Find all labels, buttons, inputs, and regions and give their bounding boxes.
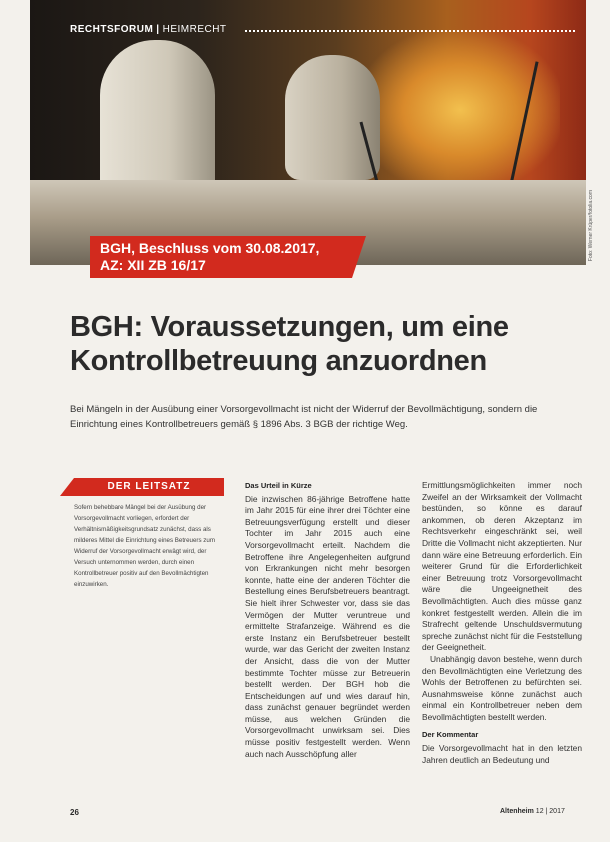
headline-line-1: BGH: Voraussetzungen, um eine — [70, 311, 509, 343]
hero-chair-right — [285, 55, 380, 180]
column-paragraph: Die inzwischen 86-jährige Betroffene hatte im Jahr 2015 für eine ihrer drei Töchter eine Betreuungsverfügung erstellt und dieser Tochter im Jahr 2015 auch eine Vorsorgevollmacht erteilt. Nachdem die Betroffene ihre Angelegenheiten aufgrund von Erkrankungen nicht mehr besorgen konnte, hatte eine der anderen Töchter die Bestellung eines Berufsbetreuers beantragt. Sie hielt ihrer Schwester vor, dass sie das Vermögen der Mutter veruntreue und ermittelte Strafanzeige. Während es die erste Instanz ein Berufsbetreuer bestellt wurde, war das Gericht der zweiten Instanz der Ansicht, dass die von der Mutter bestimmte Tochter müsse zur Betreuerin bestellt werden. Der BGH hob die Entscheidungen auf und wies darauf hin, dass zunächst genauer begründet werden müsse, aus welchen Gründen die Vorsorgevollmacht unwirksam sei. Dies müsse positiv festgestellt werden. Wenn auch nach Ausschöpfung aller — [245, 493, 410, 759]
magazine-name: Altenheim — [500, 808, 534, 815]
section-label: RECHTSFORUM — [70, 24, 154, 35]
section-header — [70, 24, 227, 35]
subsection-label: HEIMRECHT — [162, 24, 227, 35]
header-dotted-rule — [245, 30, 575, 32]
magazine-footer — [500, 808, 565, 815]
leitsatz-text: Sofern behebbare Mängel bei der Ausübung der Vorsorgevollmacht vorliegen, erfordert der Verhältnismäßigkeitsgrundsatz zunächst, dass als milderes Mittel die Einrichtung eines Betreuers zum Widerruf der Vorsorgevollmacht erwägt wird, der Versuch unternommen werden, durch einen Kontrollbetreuer positiv auf den Bevollmächtigten einzuwirken. — [74, 504, 215, 588]
article-lead: Bei Mängeln in der Ausübung einer Vorsorgevollmacht ist nicht der Widerruf der Bevollmächtigung, sondern die Einrichtung eines Kontrollbetreuers gemäß § 1896 Abs. 3 BGB der richtige Weg. — [70, 404, 538, 430]
hero-light-glow — [360, 30, 560, 190]
case-reference-box — [90, 236, 352, 278]
column-subheading: Der Kommentar — [422, 730, 479, 740]
column-subheading: Das Urteil in Kürze — [245, 481, 312, 490]
column-paragraph: Die Vorsorgevollmacht hat in den letzten Jahren deutlich an Bedeutung und — [422, 743, 582, 765]
case-line-2: AZ: XII ZB 16/17 — [100, 257, 206, 273]
magazine-issue: 12 | 2017 — [535, 808, 565, 815]
leitsatz-sidebar — [60, 478, 228, 590]
headline-line-2: Kontrollbetreuung anzuordnen — [70, 345, 487, 377]
leitsatz-flag-shape — [60, 478, 74, 496]
article-column-2 — [422, 480, 582, 766]
article-headline — [70, 310, 570, 378]
leitsatz-header — [60, 478, 228, 498]
column-paragraph: Ermittlungsmöglichkeiten immer noch Zweifel an der Wirksamkeit der Vollmacht bestünden, so könne es darauf ankommen, ob deren Akzeptanz im Rechtsverkehr eingeschränkt sei, weil Dritte die Vollmacht nicht akzeptierten. Nur dann wäre eine Betreuung erforderlich. Ein weiterer Grund für die Erforderlichkeit einer Betreuung trotz Vorsorgevollmacht wäre die Ungeeignetheit des Bevollmächtigten. Auch dies müsse ganz konkret festgestellt werden. Allein die im Strafrecht geltende Unschuldsvermutung spreche zunächst nicht für die Feststellung der Geeignetheit. — [422, 480, 582, 653]
section-separator: | — [156, 24, 160, 35]
article-column-1 — [245, 480, 410, 760]
leitsatz-title: DER LEITSATZ — [74, 478, 224, 496]
page-number: 26 — [70, 808, 79, 817]
column-paragraph: Unabhängig davon bestehe, wenn durch den Bevollmächtigten eine Verletzung des Wohls der Betroffenen zu befürchten sei. Ausnahmsweise könne zunächst auch einmal ein Kontrollbetreuer neben dem Bevollmächtigten bestellt werden. — [422, 653, 582, 722]
photo-credit: Foto: Werner Krüper/fotolia.com — [588, 190, 594, 262]
case-line-1: BGH, Beschluss vom 30.08.2017, — [100, 240, 320, 256]
hero-photo — [30, 0, 586, 265]
